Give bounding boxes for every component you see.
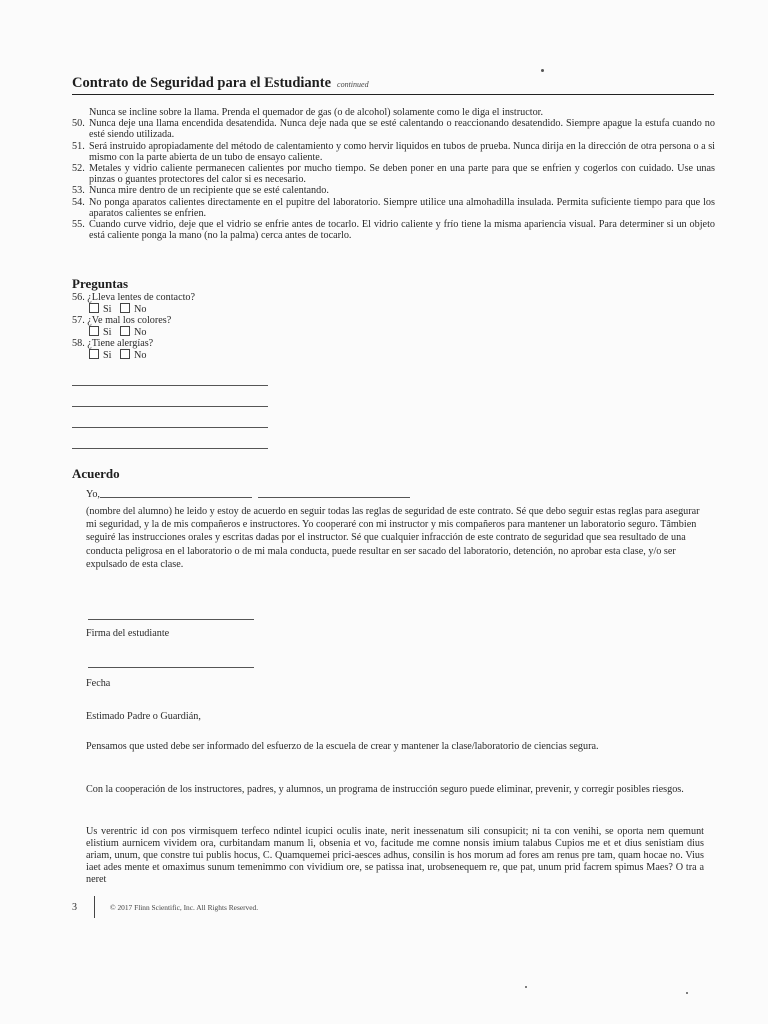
rule-item: 52. Metales y vidrio caliente permanecen calientes por mucho tiempo. Se deben poner en una parte para que se enfrien y cogerlos con cuidado. Use unas pinzas o guantes protectores del calor si es necesario. bbox=[72, 163, 715, 186]
page-title: Contrato de Seguridad para el Estudiante bbox=[72, 75, 332, 91]
answer-line[interactable] bbox=[72, 385, 268, 386]
date-line[interactable] bbox=[88, 667, 254, 668]
si-checkbox[interactable] bbox=[89, 349, 99, 359]
rule-item: 55. Cuando curve vidrio, deje que el vidrio se enfrie antes de tocarlo. El vidrio caliente y frío tiene la misma apariencia visual. Para determiner si un objeto está caliente ponga la mano (no la palma) cerca antes de tocarlo. bbox=[72, 219, 715, 242]
letter-paragraph-3: Us verentric id con pos virmisquem terfeco ndintel icupici oculis inate, nerit inessenatum sili consupicit; ni ta con venihi, se oporta nem quemunt elistium aurnicem vividem ora, curbitandam manum li, obsenia et vo, facitude me comne nonsis imium talabus Cupios me et et dius senistiam dius ariam, unum, que constre tui publis hocus, C. Quamquemei prici-aesces adhus, consilin is hos morum ad fores am renus pre tam, quam hocae no. Vius iaet ades mente et omaximus sunum temenimmo con vividium ore, se patissa inat, urobsenequem re, que pat, unum prid facrem spimus Maes? O tra a neret bbox=[86, 826, 704, 885]
questions-list bbox=[72, 292, 372, 361]
page-number: 3 bbox=[72, 902, 77, 913]
question-item: 56. ¿Lleva lentes de contacto? Si No bbox=[72, 292, 196, 315]
rule-item: 53. Nunca mire dentro de un recipiente que se esté calentando. bbox=[72, 185, 329, 197]
page-header bbox=[72, 74, 714, 95]
student-name-line-2[interactable] bbox=[258, 488, 410, 498]
no-checkbox[interactable] bbox=[120, 326, 130, 336]
acuerdo-heading: Acuerdo bbox=[72, 466, 120, 481]
letter-paragraph-1: Pensamos que usted debe ser informado del esfuerzo de la escuela de crear y mantener la clase/laboratorio de ciencias segura. bbox=[86, 741, 599, 752]
preguntas-heading: Preguntas bbox=[72, 276, 129, 291]
question-item: 57. ¿Ve mal los colores? Si No bbox=[72, 315, 172, 338]
letter-paragraph-2: Con la cooperación de los instructores, padres, y alumnos, un programa de instrucción seguro puede eliminar, prevenir, y corregir posibles riesgos. bbox=[86, 784, 684, 795]
answer-line[interactable] bbox=[72, 448, 268, 449]
rule-item: 54. No ponga aparatos calientes directamente en el pupitre del laboratorio. Siempre utilice una almohadilla insulada. Permita suficiente tiempo para que los aparatos calientes se enfrien. bbox=[72, 196, 715, 219]
answer-line[interactable] bbox=[72, 427, 268, 428]
rule-item: Nunca se incline sobre la llama. Prenda el quemador de gas (o de alcohol) solamente como le diga el instructor. bbox=[89, 107, 544, 118]
scan-speck bbox=[541, 69, 544, 72]
continued-label: continued bbox=[337, 80, 369, 89]
scan-speck bbox=[686, 992, 688, 994]
letter-greeting: Estimado Padre o Guardián, bbox=[86, 711, 201, 722]
si-checkbox[interactable] bbox=[89, 303, 99, 313]
agreement-text: (nombre del alumno) he leido y estoy de acuerdo en seguir todas las reglas de seguridad de este contrato. Sé que debo seguir estas reglas para asegurar mi seguridad, y la de mis compañeros e instructores. Yo cooperaré con mi instructor y mis compañeros para mantener un laboratorio seguro. Tâmbien seguiré las instrucciones orales y escritas dadas por el instructor. Sé que cualquier infracción de este contrato de seguridad que sea resultado de una conducta peligrosa en el laboratorio o de mi mala conducta, puede resultar en ser sacado del laboratorio, detención, no aprobar esta clase, y/o ser expulsado de esta clase. bbox=[86, 506, 700, 570]
no-checkbox[interactable] bbox=[120, 349, 130, 359]
signature-line[interactable] bbox=[88, 619, 254, 620]
date-label: Fecha bbox=[86, 678, 111, 689]
rule-item: 51. Será instruido apropiadamente del método de calentamiento y como hervir liquidos en tubos de prueba. Nunca dirija en la dirección de otra persona o a si mismo con la parte abierta de un tubo de ensayo caliente. bbox=[72, 140, 715, 163]
scan-speck bbox=[525, 986, 527, 988]
question-item: 58. ¿Tiene alergías? Si No bbox=[72, 338, 154, 361]
answer-line[interactable] bbox=[72, 406, 268, 407]
name-field-row: Yo, bbox=[86, 488, 410, 500]
rule-item: 50. Nunca deje una llama encendida desatendida. Nunca deje nada que se esté calentando o reaccionando desatendido. Siempre apague la estufa cuando no esté siendo utilizada. bbox=[72, 118, 715, 141]
copyright-text: © 2017 Flinn Scientific, Inc. All Rights Reserved. bbox=[110, 903, 259, 912]
footer-divider bbox=[94, 896, 95, 918]
safety-rules-list bbox=[72, 107, 715, 241]
no-checkbox[interactable] bbox=[120, 303, 130, 313]
signature-label: Firma del estudiante bbox=[86, 628, 170, 639]
si-checkbox[interactable] bbox=[89, 326, 99, 336]
student-name-line[interactable] bbox=[100, 488, 252, 498]
